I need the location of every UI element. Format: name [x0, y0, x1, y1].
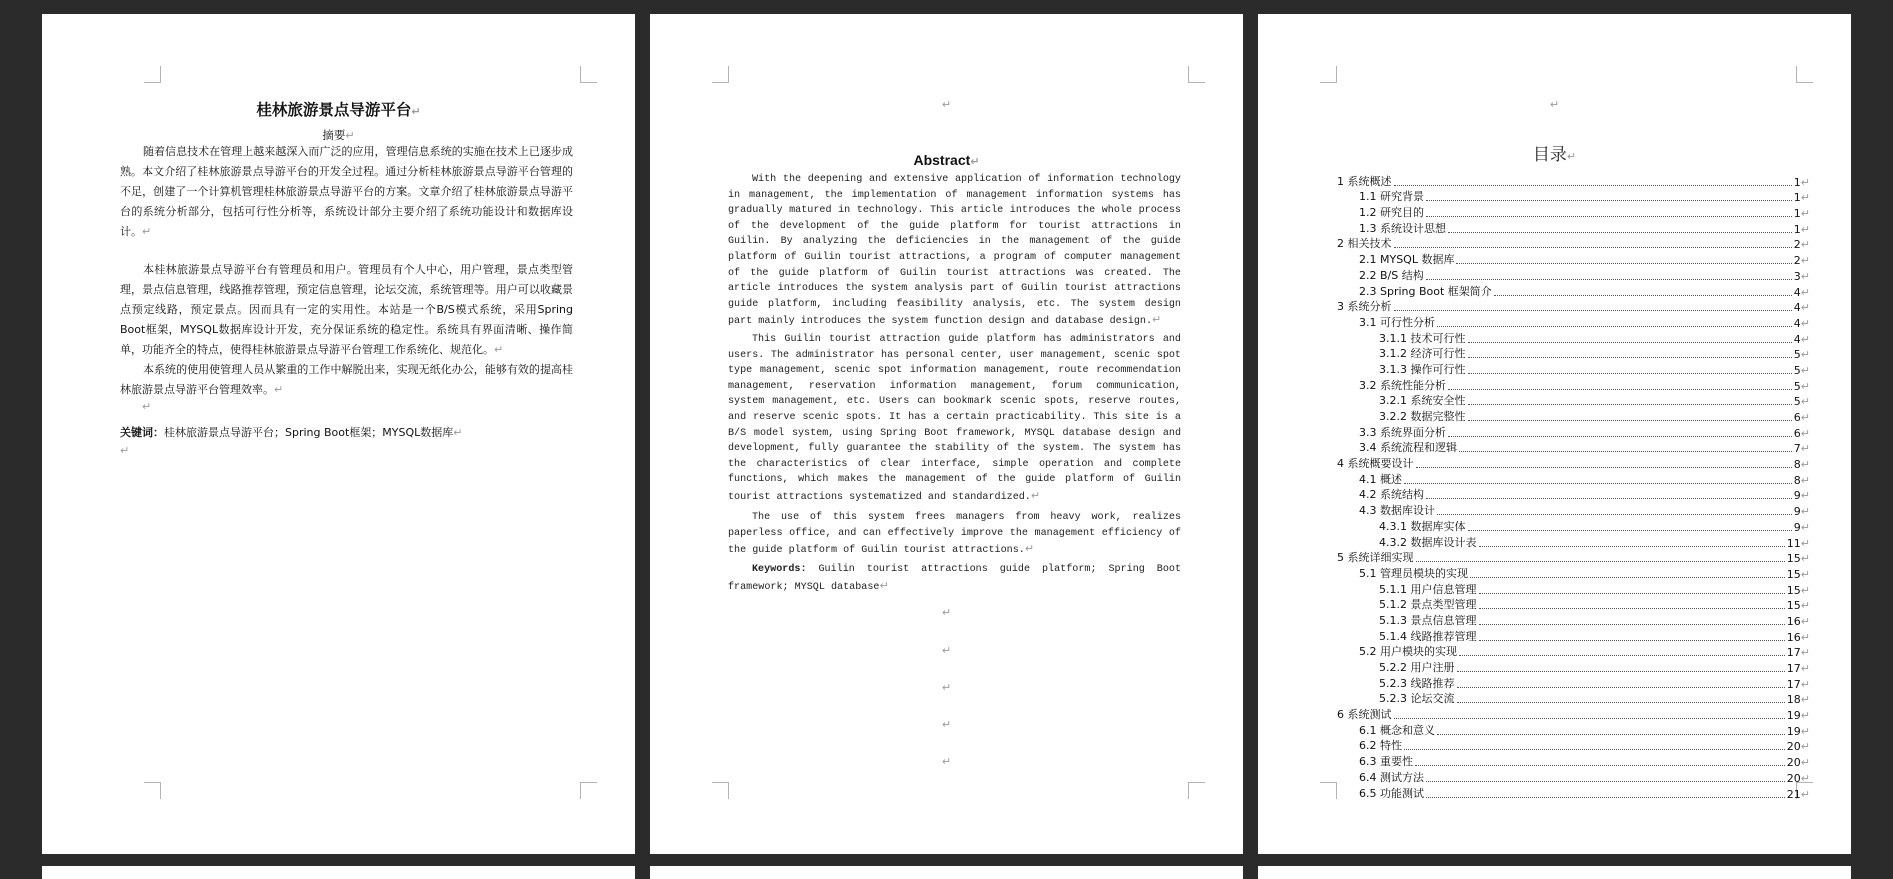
abstract-title: Abstract ↵	[650, 152, 1243, 168]
paragraph-mark	[1801, 552, 1810, 565]
toc-entry[interactable]	[1337, 377, 1810, 393]
toc-leader-dots	[1416, 561, 1785, 562]
toc-leader-dots	[1448, 436, 1792, 437]
toc-entry[interactable]	[1337, 408, 1810, 424]
toc-entry-title: 3.1.1 技术可行性	[1379, 331, 1466, 345]
paragraph-mark	[1801, 599, 1810, 612]
toc-entry[interactable]	[1337, 691, 1810, 707]
toc-leader-dots	[1468, 420, 1792, 421]
margin-corner-mark	[712, 782, 729, 799]
abstract-en-paragraph-3: The use of this system frees managers from heavy work, realizes paperless office, and can effectively improve the management efficiency of the guide platform of Guilin tourist attractions. ↵	[728, 510, 1181, 559]
toc-entry-title: 6 系统测试	[1337, 708, 1392, 722]
toc-entry-title: 5.1.1 用户信息管理	[1379, 582, 1477, 596]
toc-entry[interactable]	[1337, 659, 1810, 675]
toc-leader-dots	[1456, 263, 1791, 264]
toc-title: 目录 ↵	[1258, 140, 1851, 165]
toc-leader-dots	[1394, 185, 1792, 186]
paragraph-mark	[1801, 411, 1810, 424]
toc-entry[interactable]	[1337, 440, 1810, 456]
toc-entry-title: 4.3.2 数据库设计表	[1379, 535, 1477, 549]
page-title: 桂林旅游景点导游平台 ↵	[42, 98, 635, 120]
toc-entry-title: 5.2 用户模块的实现	[1359, 645, 1457, 659]
toc-entry-page: 8	[1793, 473, 1801, 487]
toc-entry[interactable]	[1337, 330, 1810, 346]
toc-leader-dots	[1415, 765, 1785, 766]
toc-leader-dots	[1479, 546, 1785, 547]
toc-entry-page: 15	[1786, 599, 1801, 613]
toc-entry-page: 1	[1793, 175, 1801, 189]
toc-entry[interactable]	[1337, 189, 1810, 205]
toc-entry-page: 5	[1793, 395, 1801, 409]
paragraph-mark	[1801, 286, 1810, 299]
toc-entry[interactable]	[1337, 283, 1810, 299]
toc-entry-title: 3.1.2 经济可行性	[1379, 347, 1466, 361]
toc-leader-dots	[1468, 404, 1792, 405]
paragraph-mark	[120, 444, 129, 457]
paragraph-mark	[1801, 631, 1810, 644]
keywords-line: 关键词：桂林旅游景点导游平台；Spring Boot框架；MYSQL数据库 ↵	[120, 424, 573, 440]
paragraph-mark	[1801, 489, 1810, 502]
toc-entry-title: 5.1.2 景点类型管理	[1379, 598, 1477, 612]
toc-entry-title: 3 系统分析	[1337, 300, 1392, 314]
toc-leader-dots	[1470, 577, 1785, 578]
abstract-paragraph-3: 本系统的使用使管理人员从繁重的工作中解脱出来，实现无纸化办公，能够有效的提高桂林旅游景点导游平台管理效率。 ↵	[120, 360, 573, 400]
toc-entry-page: 21	[1786, 787, 1801, 801]
paragraph-mark	[1801, 254, 1810, 267]
toc-entry-title: 6.4 测试方法	[1359, 770, 1424, 784]
toc-entry-page: 4	[1793, 301, 1801, 315]
paragraph-mark	[1801, 725, 1810, 738]
toc-entry-title: 3.2.1 系统安全性	[1379, 394, 1466, 408]
toc-entry-title: 2.1 MYSQL 数据库	[1359, 253, 1455, 267]
toc-leader-dots	[1479, 593, 1785, 594]
toc-entry[interactable]	[1337, 267, 1810, 283]
toc-leader-dots	[1448, 389, 1792, 390]
toc-entry-page: 15	[1786, 552, 1801, 566]
toc-leader-dots	[1457, 702, 1785, 703]
abstract-en-paragraph-1: With the deepening and extensive application of information technology in management, the implementation of management information systems has gradually matured in technology. This article introduces the whole process of the development of the guide platform for tourist attractions in Guilin. By analyzing the deficiencies in the management of the guide platform of Guilin tourist attractions, a program of computer management of the guide platform of Guilin tourist attractions was created. The article introduces the system analysis part of Guilin tourist attractions guide platform, including feasibility analysis, etc. The system design part mainly introduces the system function design and database design. ↵	[728, 172, 1181, 330]
toc-entry[interactable]	[1337, 251, 1810, 267]
toc-leader-dots	[1437, 734, 1785, 735]
toc-entry-page: 2	[1793, 254, 1801, 268]
toc-leader-dots	[1457, 687, 1785, 688]
toc-entry-page: 15	[1786, 583, 1801, 597]
toc-entry-page: 19	[1786, 724, 1801, 738]
paragraph-mark	[1801, 662, 1810, 675]
toc-leader-dots	[1459, 451, 1792, 452]
toc-leader-dots	[1426, 781, 1785, 782]
toc-leader-dots	[1394, 310, 1792, 311]
paragraph-mark	[1258, 98, 1851, 111]
paragraph-mark	[1801, 458, 1810, 471]
paragraph-mark	[1801, 364, 1810, 377]
margin-corner-mark	[1188, 66, 1205, 83]
document-page-1	[42, 14, 635, 854]
toc-leader-dots	[1426, 498, 1792, 499]
paragraph-mark	[1801, 521, 1810, 534]
toc-leader-dots	[1416, 467, 1792, 468]
toc-entry[interactable]	[1337, 299, 1810, 315]
toc-entry[interactable]	[1337, 204, 1810, 220]
toc-entry-title: 1.1 研究背景	[1359, 190, 1424, 204]
toc-entry-page: 15	[1786, 567, 1801, 581]
paragraph-mark	[1801, 176, 1810, 189]
paragraph-mark	[1801, 238, 1810, 251]
paragraph-mark	[142, 400, 151, 413]
toc-entry[interactable]	[1337, 753, 1810, 769]
toc-entry-page: 2	[1793, 238, 1801, 252]
toc-entry-title: 3.4 系统流程和逻辑	[1359, 441, 1457, 455]
paragraph-mark	[1801, 348, 1810, 361]
toc-entry[interactable]	[1337, 518, 1810, 534]
toc-leader-dots	[1448, 232, 1792, 233]
toc-leader-dots	[1426, 797, 1785, 798]
toc-entry[interactable]	[1337, 581, 1810, 597]
toc-entry-page: 1	[1793, 207, 1801, 221]
toc-entry-page: 17	[1786, 662, 1801, 675]
paragraph-mark	[1801, 615, 1810, 628]
toc-entry[interactable]	[1337, 455, 1810, 471]
toc-entry[interactable]	[1337, 738, 1810, 754]
toc-entry-page: 6	[1793, 411, 1801, 424]
toc-entry-title: 5.1 管理员模块的实现	[1359, 566, 1468, 580]
paragraph-mark	[650, 681, 1243, 694]
toc-entry-title: 3.3 系统界面分析	[1359, 425, 1446, 439]
toc-leader-dots	[1426, 216, 1792, 217]
toc-entry-title: 4.1 概述	[1359, 472, 1402, 486]
toc-leader-dots	[1479, 640, 1785, 641]
margin-corner-mark	[1796, 66, 1813, 83]
paragraph-mark	[1801, 709, 1810, 722]
toc-entry-page: 17	[1786, 646, 1801, 660]
abstract-paragraph-1: 随着信息技术在管理上越来越深入而广泛的应用，管理信息系统的实施在技术上已逐步成熟。本文介绍了桂林旅游景点导游平台的开发全过程。通过分析桂林旅游景点导游平台管理的不足，创建了一个计算机管理桂林旅游景点导游平台的方案。文章介绍了桂林旅游景点导游平台的系统分析部分，包括可行性分析等，系统设计部分主要介绍了系统功能设计和数据库设计。 ↵	[120, 142, 573, 242]
toc-entry-title: 1.2 研究目的	[1359, 206, 1424, 220]
toc-entry-page: 20	[1786, 740, 1801, 754]
paragraph-mark	[650, 98, 1243, 111]
paragraph-mark	[650, 718, 1243, 731]
toc-entry-title: 4 系统概要设计	[1337, 457, 1414, 471]
toc-entry[interactable]	[1337, 346, 1810, 362]
toc-leader-dots	[1468, 373, 1792, 374]
toc-entry-page: 6	[1793, 426, 1801, 440]
toc-entry-title: 3.2 系统性能分析	[1359, 378, 1446, 392]
margin-corner-mark	[144, 66, 161, 83]
paragraph-mark	[1801, 301, 1810, 314]
margin-corner-mark	[1320, 782, 1337, 799]
paragraph-mark	[650, 644, 1243, 657]
toc-leader-dots	[1394, 718, 1785, 719]
toc-entry-title: 6.3 重要性	[1359, 755, 1413, 769]
toc-entry-title: 3.2.2 数据完整性	[1379, 410, 1466, 423]
document-page-2	[650, 14, 1243, 854]
toc-leader-dots	[1479, 624, 1785, 625]
document-page-5	[650, 866, 1243, 879]
toc-entry-title: 5.2.3 线路推荐	[1379, 676, 1455, 690]
paragraph-mark	[1801, 693, 1810, 706]
toc-entry-page: 1	[1793, 222, 1801, 236]
toc-entry-page: 3	[1793, 269, 1801, 283]
toc-entry[interactable]	[1337, 628, 1810, 644]
document-page-4	[42, 866, 635, 879]
toc-leader-dots	[1468, 530, 1792, 531]
toc-leader-dots	[1404, 483, 1792, 484]
toc-entry-page: 11	[1786, 536, 1801, 550]
toc-leader-dots	[1426, 279, 1792, 280]
toc-entry-title: 5.1.4 线路推荐管理	[1379, 629, 1477, 643]
toc-entry-page: 16	[1786, 630, 1801, 644]
toc-entry-page: 4	[1793, 316, 1801, 330]
toc-leader-dots	[1457, 671, 1785, 672]
paragraph-mark	[1801, 207, 1810, 220]
margin-corner-mark	[580, 782, 597, 799]
paragraph-mark	[1801, 427, 1810, 440]
toc-entry[interactable]	[1337, 769, 1810, 785]
margin-corner-mark	[580, 66, 597, 83]
toc-entry-title: 6.5 功能测试	[1359, 786, 1424, 800]
paragraph-mark	[1801, 584, 1810, 597]
margin-corner-mark	[144, 782, 161, 799]
document-page-3	[1258, 14, 1851, 854]
paragraph-mark	[1801, 788, 1810, 801]
toc-entry[interactable]	[1337, 612, 1810, 628]
toc-entry-page: 7	[1793, 442, 1801, 456]
toc-entry[interactable]	[1337, 173, 1810, 189]
abstract-heading: 摘要 ↵	[42, 127, 635, 143]
paragraph-mark	[1801, 395, 1810, 408]
toc-entry-page: 19	[1786, 709, 1801, 723]
paragraph-mark	[1801, 537, 1810, 550]
keywords-en-line: Keywords: Guilin tourist attractions guide platform; Spring Boot framework; MYSQL database ↵	[728, 562, 1181, 595]
toc-entry[interactable]	[1337, 314, 1810, 330]
toc-entry[interactable]	[1337, 597, 1810, 613]
toc-entry-page: 17	[1786, 677, 1801, 691]
paragraph-mark	[1801, 270, 1810, 283]
paragraph-mark	[1801, 678, 1810, 691]
paragraph-mark	[1801, 772, 1810, 785]
document-page-6	[1258, 866, 1851, 879]
toc-entry-title: 3.1.3 操作可行性	[1379, 362, 1466, 376]
margin-corner-mark	[1188, 782, 1205, 799]
toc-entry[interactable]	[1337, 534, 1810, 550]
paragraph-mark	[1801, 191, 1810, 204]
abstract-en-paragraph-2: This Guilin tourist attraction guide platform has administrators and users. The administrator has personal center, user management, scenic spot type management, scenic spot information management, route recommendation management, reservation information management, forum communication, system management, etc. Users can bookmark scenic spots, reserve routes, and reserve scenic spots. It has a certain practicability. This site is a B/S model system, using Spring Boot framework, MYSQL database design and development, fully guarantee the stability of the system. The system has the characteristics of clear interface, simple operation and complete functions, which makes the management of the guide platform of Guilin tourist attractions systematized and standardized. ↵	[728, 332, 1181, 506]
toc-entry-title: 1.3 系统设计思想	[1359, 221, 1446, 235]
toc-entry-page: 9	[1793, 520, 1801, 534]
paragraph-mark	[1801, 442, 1810, 455]
paragraph-mark	[1801, 568, 1810, 581]
toc-leader-dots	[1404, 749, 1785, 750]
toc-leader-dots	[1426, 200, 1792, 201]
toc-entry-title: 5.1.3 景点信息管理	[1379, 613, 1477, 627]
toc-entry-title: 4.3.1 数据库实体	[1379, 519, 1466, 533]
toc-entry[interactable]	[1337, 220, 1810, 236]
toc-entry[interactable]	[1337, 722, 1810, 738]
paragraph-mark	[1801, 380, 1810, 393]
toc-entry-page: 20	[1786, 756, 1801, 770]
toc-entry-page: 8	[1793, 458, 1801, 472]
toc-entry[interactable]	[1337, 675, 1810, 691]
toc-entry-title: 2.2 B/S 结构	[1359, 268, 1424, 282]
toc-entry[interactable]	[1337, 706, 1810, 722]
toc-leader-dots	[1437, 326, 1792, 327]
toc-entry-title: 5.2.2 用户注册	[1379, 661, 1455, 674]
toc-entry[interactable]	[1337, 502, 1810, 518]
paragraph-mark	[1801, 646, 1810, 659]
toc-entry-title: 5 系统详细实现	[1337, 551, 1414, 565]
toc-entry-title: 2.3 Spring Boot 框架简介	[1359, 284, 1492, 298]
paragraph-mark	[1801, 333, 1810, 346]
toc-leader-dots	[1394, 247, 1792, 248]
toc-entry-title: 4.3 数据库设计	[1359, 504, 1435, 518]
toc-entry-title: 2 相关技术	[1337, 237, 1392, 251]
toc-entry-title: 5.2.3 论坛交流	[1379, 692, 1455, 706]
margin-corner-mark	[712, 66, 729, 83]
toc-entry[interactable]	[1337, 487, 1810, 503]
paragraph-mark	[650, 755, 1243, 768]
toc-entry[interactable]	[1337, 361, 1810, 377]
paragraph-mark	[650, 606, 1243, 619]
toc-leader-dots	[1494, 295, 1792, 296]
toc-entry[interactable]	[1337, 236, 1810, 252]
toc-entry[interactable]	[1337, 785, 1810, 801]
paragraph-mark	[1801, 756, 1810, 769]
paragraph-mark	[1801, 740, 1810, 753]
toc-entry-page: 5	[1793, 348, 1801, 362]
toc-entry[interactable]	[1337, 471, 1810, 487]
toc-entry-page: 9	[1793, 505, 1801, 519]
toc-entry-page: 20	[1786, 771, 1801, 785]
margin-corner-mark	[1320, 66, 1337, 83]
toc-entry-page: 16	[1786, 614, 1801, 628]
toc-entry[interactable]	[1337, 565, 1810, 581]
toc-entry-title: 4.2 系统结构	[1359, 488, 1424, 502]
toc-leader-dots	[1468, 342, 1792, 343]
paragraph-mark	[1801, 505, 1810, 518]
toc-entry[interactable]	[1337, 550, 1810, 566]
toc-entry-title: 6.1 概念和意义	[1359, 723, 1435, 737]
toc-entry[interactable]	[1337, 644, 1810, 660]
paragraph-mark	[1801, 317, 1810, 330]
toc-entry[interactable]	[1337, 424, 1810, 440]
table-of-contents	[1337, 173, 1810, 801]
toc-entry-page: 4	[1793, 332, 1801, 346]
toc-leader-dots	[1468, 357, 1792, 358]
toc-entry-page: 9	[1793, 489, 1801, 503]
toc-entry-page: 18	[1786, 693, 1801, 707]
toc-entry-page: 5	[1793, 379, 1801, 393]
paragraph-mark	[1801, 223, 1810, 236]
toc-entry-title: 1 系统概述	[1337, 174, 1392, 188]
toc-leader-dots	[1459, 655, 1785, 656]
paragraph-mark	[1801, 474, 1810, 487]
toc-entry-page: 5	[1793, 363, 1801, 377]
toc-entry-title: 6.2 特性	[1359, 739, 1402, 753]
abstract-paragraph-2: 本桂林旅游景点导游平台有管理员和用户。管理员有个人中心，用户管理，景点类型管理，景点信息管理，线路推荐管理，预定信息管理，论坛交流，系统管理等。用户可以收藏景点预定线路，预定景点。因而具有一定的实用性。本站是一个B/S模式系统，采用Spring Boot框架，MYSQL数据库设计开发，充分保证系统的稳定性。系统具有界面清晰、操作简单，功能齐全的特点，使得桂林旅游景点导游平台管理工作系统化、规范化。 ↵	[120, 260, 573, 360]
toc-leader-dots	[1437, 514, 1792, 515]
toc-entry-page: 4	[1793, 285, 1801, 299]
toc-entry-title: 3.1 可行性分析	[1359, 315, 1435, 329]
toc-leader-dots	[1479, 608, 1785, 609]
toc-entry[interactable]	[1337, 393, 1810, 409]
toc-entry-page: 1	[1793, 191, 1801, 205]
